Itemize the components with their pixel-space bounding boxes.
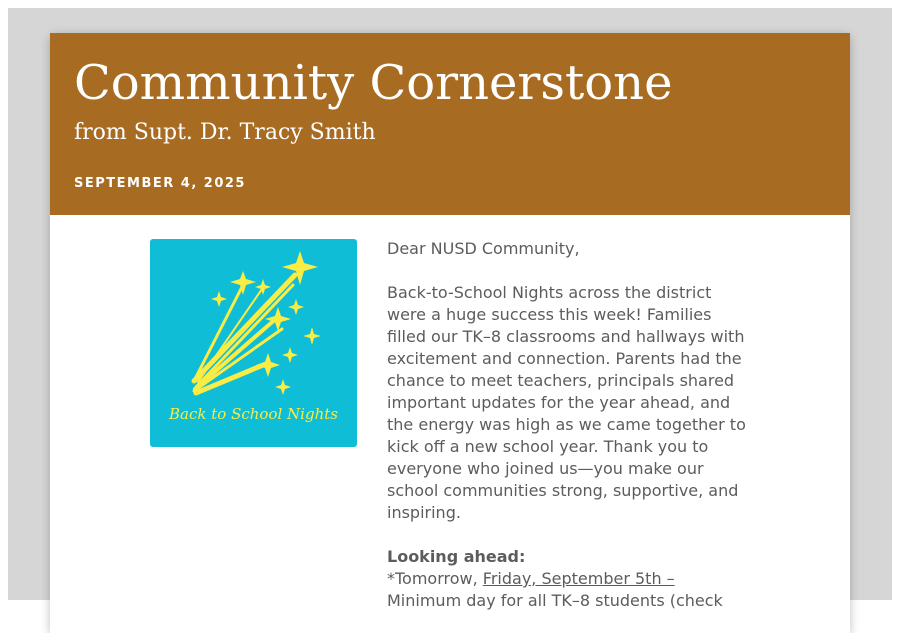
item-date-link[interactable]: Friday, September 5th – [482,569,675,588]
newsletter-title: Community Cornerstone [74,55,673,111]
letter-greeting: Dear NUSD Community, [387,239,580,258]
newsletter-header [50,33,850,215]
item-prefix: *Tomorrow, [387,569,483,588]
looking-ahead-item-continuation: Minimum day for all TK–8 students (check [387,591,723,610]
letter-body [387,238,755,612]
newsletter-card [50,33,850,633]
page-backdrop [8,8,892,610]
hero-caption: Back to School Nights [169,405,338,423]
letter-paragraph: Back-to-School Nights across the district were a huge success this week! Families filled our TK–8 classrooms and hallways with excitement and connection. Parents had the chance to meet teachers, principals shared important updates for the year ahead, and the energy was high as we came together to kick off a new school year. Thank you to everyone who joined us—you make our school communities strong, supportive, and inspiring. [387,283,746,522]
looking-ahead-heading: Looking ahead: [387,547,526,566]
newsletter-subtitle: from Supt. Dr. Tracy Smith [74,120,376,145]
back-to-school-nights-image [150,239,357,447]
newsletter-date: SEPTEMBER 4, 2025 [74,176,246,191]
looking-ahead-item [387,568,755,590]
